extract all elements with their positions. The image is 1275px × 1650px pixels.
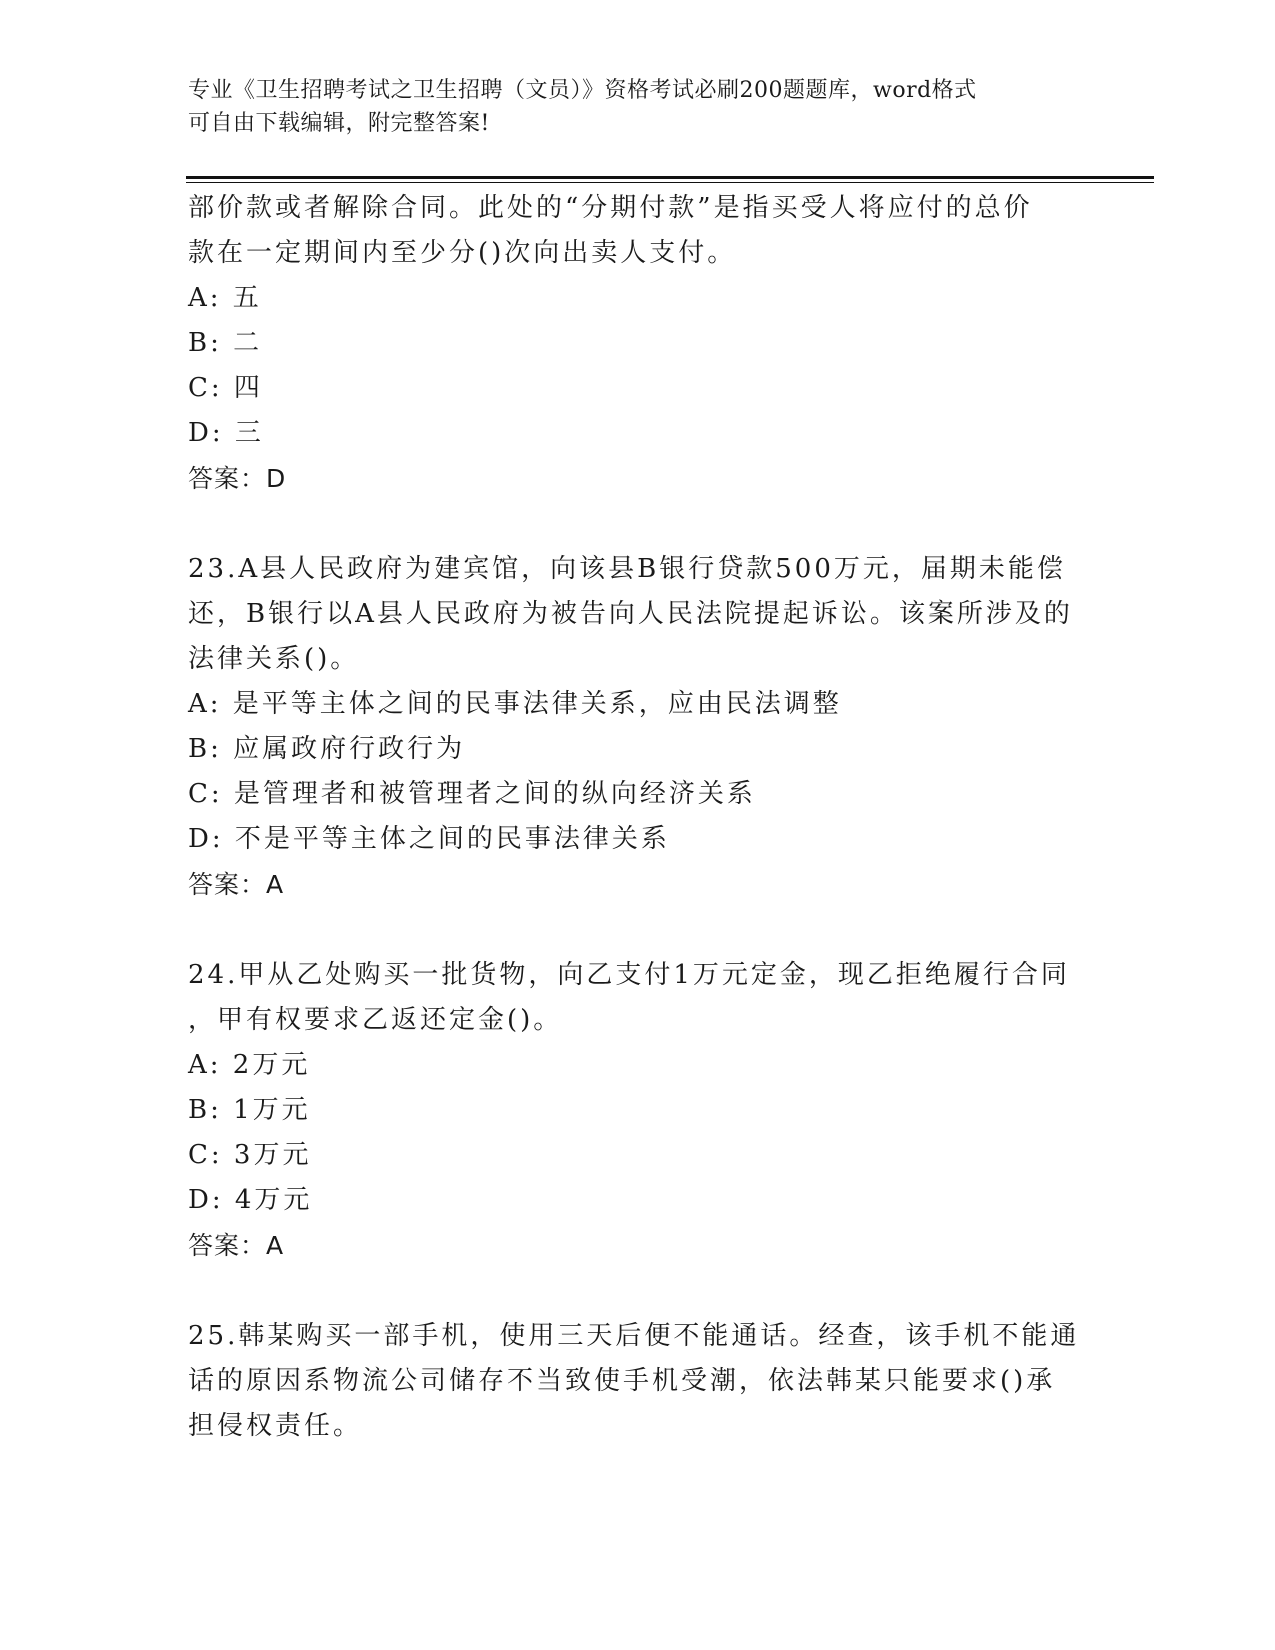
question-text-line: 款在一定期间内至少分()次向出卖人支付。 xyxy=(188,238,737,268)
question-22 xyxy=(188,186,1088,501)
answer-line: 答案：A xyxy=(188,870,285,899)
option-c: C: 是管理者和被管理者之间的纵向经济关系 xyxy=(188,779,756,809)
option-d: D: 不是平等主体之间的民事法律关系 xyxy=(188,824,670,854)
header-line-2: 可自由下载编辑，附完整答案! xyxy=(188,111,490,136)
question-text-line: 话的原因系物流公司储存不当致使手机受潮，依法韩某只能要求()承 xyxy=(188,1366,1056,1396)
answer-line: 答案：A xyxy=(188,1231,285,1260)
question-text-line: 24.甲从乙处购买一批货物，向乙支付1万元定金，现乙拒绝履行合同 xyxy=(188,960,1070,990)
header-divider-thin xyxy=(186,182,1154,183)
answer-line: 答案：D xyxy=(188,464,287,493)
question-text-line: 部价款或者解除合同。此处的“分期付款”是指买受人将应付的总价 xyxy=(188,193,1033,223)
option-c: C: 四 xyxy=(188,373,263,403)
option-d: D: 4万元 xyxy=(188,1185,313,1215)
header-divider-thick xyxy=(186,176,1154,179)
question-text-line: 23.A县人民政府为建宾馆，向该县B银行贷款500万元，届期未能偿 xyxy=(188,554,1066,584)
option-a: A: 是平等主体之间的民事法律关系，应由民法调整 xyxy=(188,689,842,719)
option-d: D: 三 xyxy=(188,418,264,448)
page-header xyxy=(188,74,1068,140)
question-25 xyxy=(188,1314,1088,1449)
question-23 xyxy=(188,547,1088,907)
option-a: A: 五 xyxy=(188,283,262,313)
option-b: B: 二 xyxy=(188,328,263,358)
option-b: B: 1万元 xyxy=(188,1095,311,1125)
question-text-line: 还，B银行以A县人民政府为被告向人民法院提起诉讼。该案所涉及的 xyxy=(188,599,1073,629)
question-24 xyxy=(188,953,1088,1268)
option-c: C: 3万元 xyxy=(188,1140,312,1170)
question-text-line: 担侵权责任。 xyxy=(188,1411,363,1441)
option-a: A: 2万元 xyxy=(188,1050,311,1080)
question-text-line: 法律关系()。 xyxy=(188,644,360,674)
option-b: B: 应属政府行政行为 xyxy=(188,734,466,764)
header-line-1: 专业《卫生招聘考试之卫生招聘（文员）》资格考试必刷200题题库，word格式 xyxy=(188,78,977,103)
document-body xyxy=(188,186,1088,1449)
question-text-line: ，甲有权要求乙返还定金()。 xyxy=(188,1005,563,1035)
question-text-line: 25.韩某购买一部手机，使用三天后便不能通话。经查，该手机不能通 xyxy=(188,1321,1080,1351)
